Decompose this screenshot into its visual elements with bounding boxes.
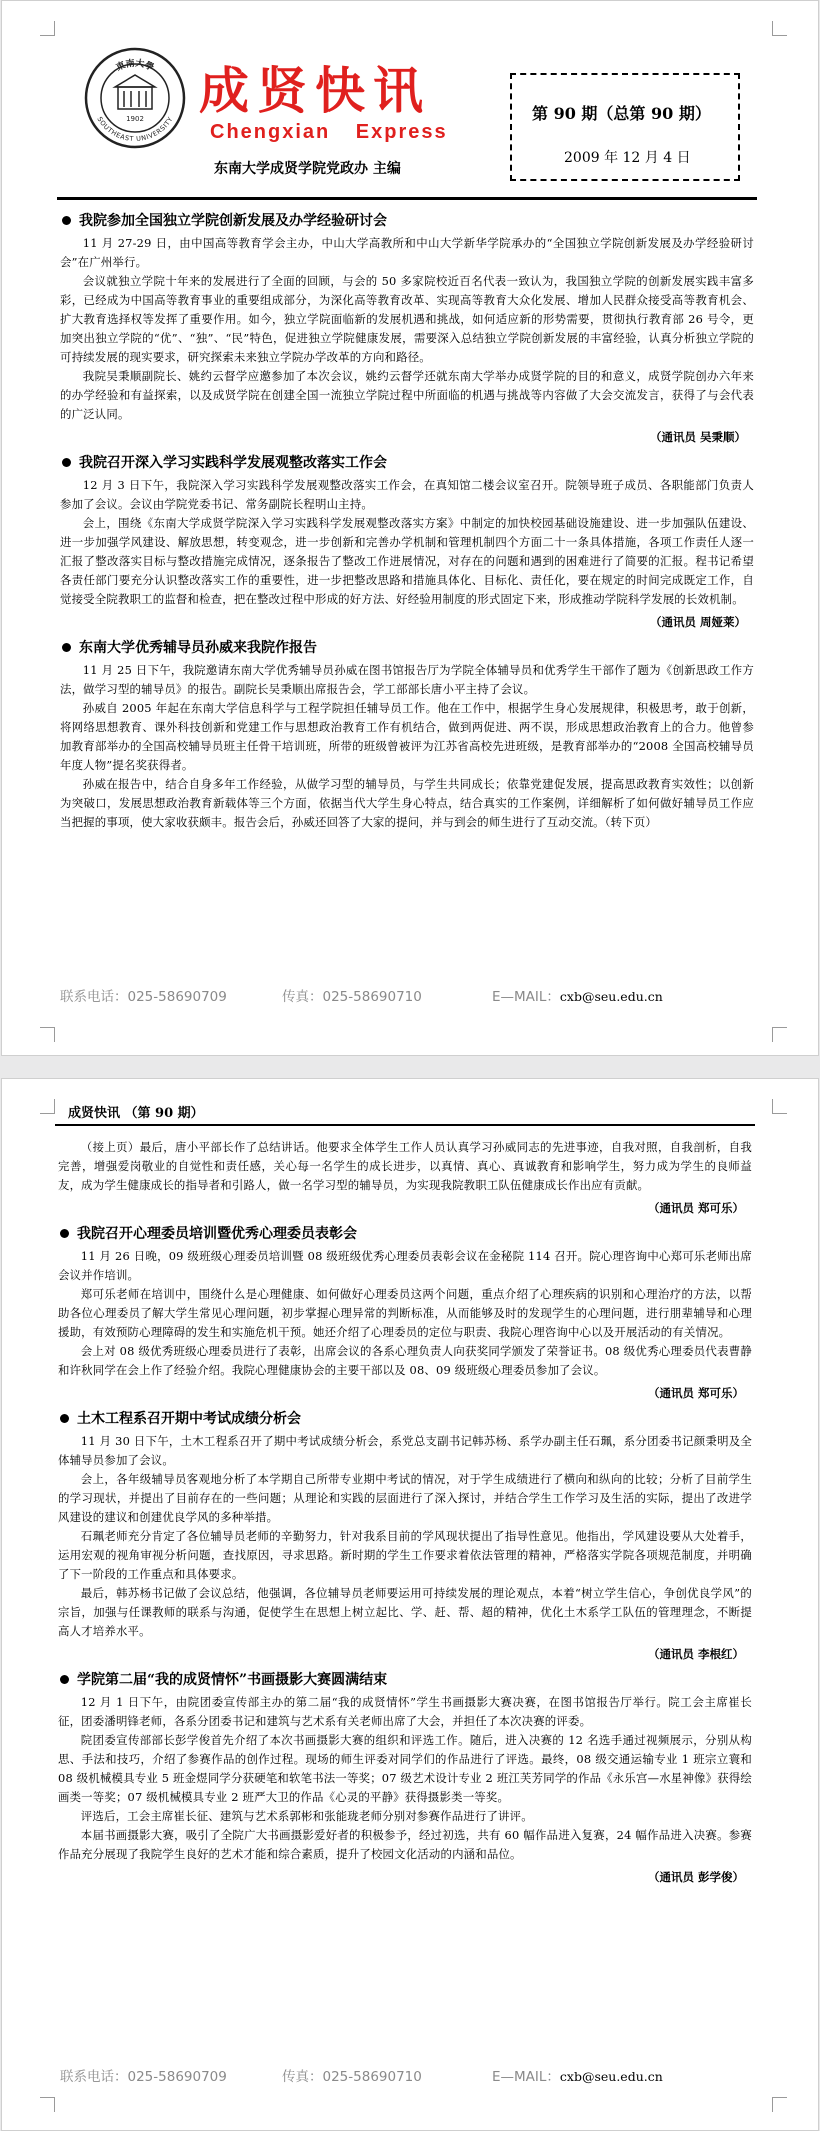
bullet-icon xyxy=(62,216,71,225)
bullet-icon xyxy=(62,643,71,652)
article-title: 我院参加全国独立学院创新发展及办学经验研讨会 xyxy=(60,212,754,231)
article-paragraph: 郑可乐老师在培训中，围绕什么是心理健康、如何做好心理委员这两个问题，重点介绍了心理疾病的识别和心理治疗的方法，以帮助各位心理委员了解大学生常见心理问题，初步掌握心理异常的判断标准，从而能够及时的发现学生的心理问题，进行朋辈辅导和心理援助，有效预防心理障碍的发生和实施危机干预。她还介绍了心理委员的定位与职责、我院心理咨询中心以及开展活动的有关情况。 xyxy=(58,1287,752,1339)
article-paragraph: 11 月 26 日晚，09 级班级心理委员培训暨 08 级班级优秀心理委员表彰会议在金秘院 114 召开。院心理咨询中心郑可乐老师出席会议并作培训。 xyxy=(58,1249,752,1282)
university-logo-icon xyxy=(84,47,186,149)
crop-mark xyxy=(772,2097,787,2112)
article-byline: （通讯员 吴秉顺） xyxy=(649,430,746,444)
article-paragraph: 会议就独立学院十年来的发展进行了全面的回顾，与会的 50 多家院校近百名代表一致认为，我国独立学院的创新发展实践丰富多彩，已经成为中国高等教育事业的重要组成部分，为深化高等教育改革、实现高等教育大众化发展、增加人民群众接受高等教育机会、扩大教育选择权等发挥了重要作用。如今，独立学院面临新的发展机遇和挑战，如何适应新的形势需要，贯彻执行教育部 26 号令，更加突出独立学院的“优”、“独”、“民”特色，促进独立学院健康发展，需要深入总结独立学院创新发展的丰富经验，认真分析独立学院的可持续发展的现实要求，研究探索未来独立学院办学改革的方向和路径。 xyxy=(60,274,754,364)
article-paragraph: 12 月 1 日下午，由院团委宣传部主办的第二届“我的成贤情怀”学生书画摄影大赛决赛，在图书馆报告厅举行。院工会主席崔长征，团委潘明锋老师，各系分团委书记和建筑与艺术系有关老师出席了大会，并担任了本次决赛的评委。 xyxy=(58,1695,752,1728)
article-paragraph: 院团委宣传部部长彭学俊首先介绍了本次书画摄影大赛的组织和评选工作。随后，进入决赛的 12 名选手通过视频展示，分别从构思、手法和技巧，介绍了参赛作品的创作过程。现场的师生评委对同学们的作品进行了评选。最终，08 级交通运输专业 1 班宗立寰和 08 级机械模具专业 5 班金煜同学分获硬笔和软笔书法一等奖；07 级艺术设计专业 2 班江芙芳同学的作品《永乐宫—水星神像》获得绘画类一等奖；07 级机械模具专业 2 班严大卫的作品《心灵的平静》获得摄影类一等奖。 xyxy=(58,1733,752,1804)
footer-fax: 传真：025-58690710 xyxy=(282,989,422,1005)
article-title: 东南大学优秀辅导员孙威来我院作报告 xyxy=(60,639,754,658)
article xyxy=(58,1671,752,1886)
article-paragraph: 会上，各年级辅导员客观地分析了本学期自己所带专业期中考试的情况，对于学生成绩进行了横向和纵向的比较；分析了目前学生的学习现状，并提出了目前存在的一些问题；从理论和实践的层面进行了深入探讨，并结合学生工作学习及生活的实际，提出了改进学风建设的建议和创建优良学风的多种举措。 xyxy=(58,1472,752,1524)
article-paragraph: 评选后，工会主席崔长征、建筑与艺术系郭彬和张能珑老师分别对参赛作品进行了讲评。 xyxy=(80,1809,533,1823)
article-paragraph: 石珮老师充分肯定了各位辅导员老师的辛勤努力，针对我系目前的学风现状提出了指导性意见。他指出，学风建设要从大处着手，运用宏观的视角审视分析问题，查找原因，寻求思路。新时期的学生工作要求着依法管理的精神，严格落实学院各项规范制度，并明确了下一阶段的工作重点和具体要求。 xyxy=(58,1529,752,1581)
article-paragraph: 11 月 30 日下午，土木工程系召开了期中考试成绩分析会，系党总支副书记韩苏杨、系学办副主任石珮，系分团委书记颜秉明及全体辅导员参加了会议。 xyxy=(58,1434,752,1467)
issue-number: 第 90 期（总第 90 期） xyxy=(532,104,711,123)
article xyxy=(58,1225,752,1402)
bullet-icon xyxy=(60,1229,69,1238)
crop-mark xyxy=(40,1099,55,1114)
article-byline: （通讯员 彭学俊） xyxy=(647,1870,744,1884)
crop-mark xyxy=(40,21,55,36)
article-byline: （通讯员 李根红） xyxy=(647,1647,744,1661)
masthead-divider xyxy=(57,197,757,200)
article xyxy=(60,212,754,446)
article-title: 学院第二届“我的成贤情怀”书画摄影大赛圆满结束 xyxy=(58,1671,752,1690)
logo-year: 1902 xyxy=(126,115,144,123)
article-byline: （通讯员 郑可乐） xyxy=(647,1386,744,1400)
article-paragraph: 孙威在报告中，结合自身多年工作经验，从做学习型的辅导员，与学生共同成长；依靠党建促发展，提高思政教育实效性；以创新为突破口，发展思想政治教育新载体等三个方面，依据当代大学生身心特点，结合真实的工作案例，详细解析了如何做好辅导员工作应当把握的事项，使大家收获颇丰。报告会后，孙威还回答了大家的提问，并与到会的师生进行了互动交流。（转下页） xyxy=(60,777,754,829)
article-paragraph: （接上页）最后，唐小平部长作了总结讲话。他要求全体学生工作人员认真学习孙威同志的先进事迹，自我对照，自我剖析，自我完善，增强爱岗敬业的自觉性和责任感，关心每一名学生的成长进步，以真情、真心、真诚教育和影响学生，努力成为学生的良师益友，成为学生健康成长的指导者和引路人，做一名学习型的辅导员，为实现我院教职工队伍健康成长作出应有贡献。 xyxy=(58,1140,752,1192)
footer-email: E—MAIL：cxb@seu.edu.cn xyxy=(492,989,663,1005)
article-paragraph: 我院吴秉顺副院长、姚约云督学应邀参加了本次会议，姚约云督学还就东南大学举办成贤学院的目的和意义，成贤学院创办六年来的办学经验和有益探索，以及成贤学院在创建全国一流独立学院过程中所面临的机遇与挑战等内容做了大会交流发言，获得了与会代表的广泛认同。 xyxy=(60,369,754,421)
page-2-header-rule xyxy=(55,1124,755,1126)
article-title: 土木工程系召开期中考试成绩分析会 xyxy=(58,1410,752,1429)
newsletter-page-1 xyxy=(1,0,819,1056)
logo-text-en: SOUTHEAST UNIVERSITY xyxy=(95,115,175,144)
issue-date: 2009 年 12 月 4 日 xyxy=(564,150,691,166)
article-title: 我院召开心理委员培训暨优秀心理委员表彰会 xyxy=(58,1225,752,1244)
article-paragraph: 最后，韩苏杨书记做了会议总结，他强调，各位辅导员老师要运用可持续发展的理论观点，本着“树立学生信心，争创优良学风”的宗旨，加强与任课教师的联系与沟通，促使学生在思想上树立起比、学、赶、帮、超的精神，优化土木系学工队伍的管理理念，不断提高人才培养水平。 xyxy=(58,1586,752,1638)
bullet-icon xyxy=(62,458,71,467)
article xyxy=(58,1410,752,1663)
crop-mark xyxy=(40,2097,55,2112)
article-byline: （通讯员 周娅莱） xyxy=(649,615,746,629)
issue-box xyxy=(510,73,740,181)
article-paragraph: 会上，围绕《东南大学成贤学院深入学习实践科学发展观整改落实方案》中制定的加快校园基础设施建设、进一步加强队伍建设、进一步加强学风建设、解放思想，转变观念，进一步创新和完善办学机制和管理机制四个方面二十一条具体措施，各项工作责任人逐一汇报了整改落实目标与整改措施完成情况，逐条报告了整改工作进展情况，对存在的问题和遇到的困难进行了简要的汇报。程书记希望各责任部门要充分认识整改落实工作的重要性，进一步把整改思路和措施具体化、目标化、责任化，要在规定的时间完成既定工作，自觉接受全院教职工的监督和检查，把在整改过程中形成的好方法、好经验用制度的形式固定下来，形成推动学院科学发展的长效机制。 xyxy=(60,516,754,606)
bullet-icon xyxy=(60,1414,69,1423)
crop-mark xyxy=(40,1027,55,1042)
footer-email: E—MAIL：cxb@seu.edu.cn xyxy=(492,2069,663,2085)
crop-mark xyxy=(772,21,787,36)
footer-phone: 联系电话：025-58690709 xyxy=(60,989,227,1005)
svg-text:東南大學 xyxy=(114,57,156,74)
newsletter-title-cn: 成贤快讯 xyxy=(199,61,431,120)
crop-mark xyxy=(772,1027,787,1042)
page-2-articles xyxy=(58,1138,752,1894)
article-paragraph: 会上对 08 级优秀班级心理委员进行了表彰，出席会议的各系心理负责人向获奖同学颁发了荣誉证书。08 级优秀心理委员代表曹静和许秋同学在会上作了经验介绍。我院心理健康协会的主要干部以及 08、09 级班级心理委员参加了会议。 xyxy=(58,1344,752,1377)
crop-mark xyxy=(772,1099,787,1114)
page-2-running-header: 成贤快讯 （第 90 期） xyxy=(68,1106,204,1121)
article-paragraph: 孙威自 2005 年起在东南大学信息科学与工程学院担任辅导员工作。他在工作中，根据学生身心发展规律，积极思考，敢于创新，将网络思想教育、课外科技创新和党建工作与思想政治教育工作有机结合，做到两促进、两不误，形成思想政治教育上的合力。他曾参加教育部举办的全国高校辅导员班主任骨干培训班，所带的班级曾被评为江苏省高校先进班级，是教育部举办的“2008 全国高校辅导员年度人物”提名奖获得者。 xyxy=(60,701,754,772)
article-title: 我院召开深入学习实践科学发展观整改落实工作会 xyxy=(60,454,754,473)
footer-fax: 传真：025-58690710 xyxy=(282,2069,422,2085)
newsletter-title-en: Chengxian Express xyxy=(210,121,448,143)
article-paragraph: 11 月 27-29 日，由中国高等教育学会主办，中山大学高教所和中山大学新华学院承办的“全国独立学院创新发展及办学经验研讨会”在广州举行。 xyxy=(60,236,754,269)
article-paragraph: 12 月 3 日下午，我院深入学习实践科学发展观整改落实工作会，在真知馆二楼会议室召开。院领导班子成员、各职能部门负责人参加了会议。会议由学院党委书记、常务副院长程明山主持。 xyxy=(60,478,754,511)
editor-line: 东南大学成贤学院党政办 主编 xyxy=(214,161,401,177)
article xyxy=(60,454,754,631)
article-byline: （通讯员 郑可乐） xyxy=(647,1201,744,1215)
footer-phone: 联系电话：025-58690709 xyxy=(60,2069,227,2085)
article-paragraph: 本届书画摄影大赛，吸引了全院广大书画摄影爱好者的积极参予，经过初选，共有 60 幅作品进入复赛，24 幅作品进入决赛。参赛作品充分展现了我院学生良好的艺术才能和综合素质，提升了校园文化活动的内涵和品位。 xyxy=(58,1828,752,1861)
article-paragraph: 11 月 25 日下午，我院邀请东南大学优秀辅导员孙威在图书馆报告厅为学院全体辅导员和优秀学生干部作了题为《创新思政工作方法，做学习型的辅导员》的报告。副院长吴秉顺出席报告会，学工部部长唐小平主持了会议。 xyxy=(60,663,754,696)
page-1-articles xyxy=(60,212,754,840)
article xyxy=(58,1138,752,1217)
article xyxy=(60,639,754,832)
logo-text-top: 東南大學 xyxy=(114,58,156,74)
bullet-icon xyxy=(60,1675,69,1684)
